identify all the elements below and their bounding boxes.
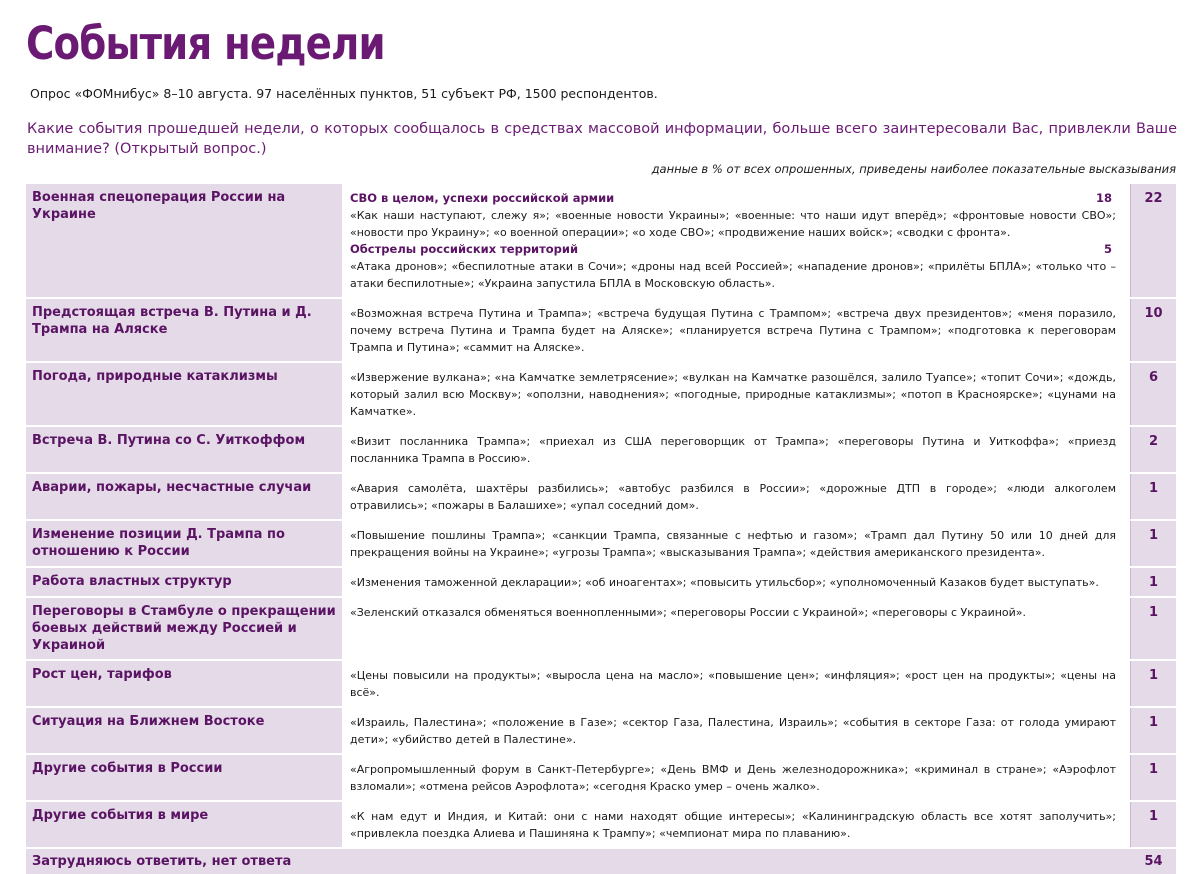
value-cell: 1 (1131, 661, 1176, 706)
topic-cell: Изменение позиции Д. Трампа по отношению к России (26, 521, 342, 566)
topic-cell: Аварии, пожары, несчастные случаи (26, 474, 342, 519)
quotes-cell (342, 184, 1131, 297)
data-note: данные в % от всех опрошенных, приведены наиболее показательные высказывания (651, 162, 1176, 176)
value-cell: 1 (1131, 708, 1176, 753)
survey-question: Какие события прошедшей недели, о которых сообщалось в средствах массовой информации, больше всего заинтересовали Вас, привлекли Ваше внимание? (Открытый вопрос.) (27, 121, 1177, 157)
value-cell: 1 (1131, 474, 1176, 519)
value-cell: 1 (1131, 521, 1176, 566)
quotes-cell: «Извержение вулкана»; «на Камчатке землетрясение»; «вулкан на Камчатке разошёлся, залило Туапсе»; «топит Сочи»; «дождь, который залил всю Москву»; «оползни, наводнения»; «погодные, природные катаклизмы»; «потоп в Красноярске»; «цунами на Камчатке». (342, 363, 1131, 425)
table-row (26, 427, 1176, 474)
subtopic-quotes: «Как наши наступают, слежу я»; «военные новости Украины»; «военные: что наши идут вперёд»; «фронтовые новости СВО»; «новости про Украину»; «о военной операции»; «о ходе СВО»; «продвижение наших войск»; «сводки с фронта». (350, 209, 1116, 239)
page-title: События недели (26, 17, 385, 70)
results-table (26, 184, 1176, 874)
table-row (26, 598, 1176, 661)
table-row (26, 755, 1176, 802)
subtopic-value: 5 (1103, 242, 1112, 256)
value-cell: 1 (1131, 568, 1176, 596)
table-row (26, 521, 1176, 568)
quotes-cell: «Повышение пошлины Трампа»; «санкции Трампа, связанные с нефтью и газом»; «Трамп дал Путину 50 или 10 дней для прекращения войны на Украине»; «угрозы Трампа»; «высказывания Трампа»; «действия американского президента». (342, 521, 1131, 566)
quotes-cell: «Изменения таможенной декларации»; «об иноагентах»; «повысить утильсбор»; «уполномоченный Казаков будет выступать». (342, 568, 1131, 596)
quotes-cell: «Авария самолёта, шахтёры разбились»; «автобус разбился в России»; «дорожные ДТП в городе»; «люди алкоголем отравились»; «пожары в Балашихе»; «упал соседний дом». (342, 474, 1131, 519)
quotes-cell: «Визит посланника Трампа»; «приехал из США переговорщик от Трампа»; «переговоры Путина и Уиткоффа»; «приезд посланника Трампа в Россию». (342, 427, 1131, 472)
subtopic-line (350, 241, 1116, 258)
table-row (26, 708, 1176, 755)
quotes-cell: «К нам едут и Индия, и Китай: они с нами находят общие интересы»; «Калининградскую область все хотят заполучить»; «привлекла поездка Алиева и Пашиняна к Трампу»; «чемпионат мира по плаванию». (342, 802, 1131, 847)
topic-cell: Другие события в России (26, 755, 342, 800)
quotes-cell: «Зеленский отказался обменяться военнопленными»; «переговоры России с Украиной»; «переговоры с Украиной». (342, 598, 1131, 659)
subtopic-label: Обстрелы российских территорий (350, 242, 579, 256)
subtopic-value: 18 (1095, 191, 1112, 205)
table-row (26, 661, 1176, 708)
value-cell: 1 (1131, 802, 1176, 847)
quotes-cell: «Агропромышленный форум в Санкт-Петербурге»; «День ВМФ и День железнодорожника»; «криминал в стране»; «Аэрофлот взломали»; «отмена рейсов Аэрофлота»; «сегодня Краско умер – очень жалко». (342, 755, 1131, 800)
table-row (26, 568, 1176, 598)
topic-cell: Встреча В. Путина со С. Уиткоффом (26, 427, 342, 472)
value-cell: 1 (1131, 598, 1176, 659)
table-row (26, 802, 1176, 849)
topic-cell: Предстоящая встреча В. Путина и Д. Трампа на Аляске (26, 299, 342, 361)
value-cell: 22 (1131, 184, 1176, 297)
topic-cell: Другие события в мире (26, 802, 342, 847)
value-cell: 1 (1131, 755, 1176, 800)
table-row (26, 184, 1176, 299)
value-cell: 2 (1131, 427, 1176, 472)
final-label: Затрудняюсь ответить, нет ответа (32, 854, 292, 869)
survey-info: Опрос «ФОМнибус» 8–10 августа. 97 населённых пунктов, 51 субъект РФ, 1500 респондентов. (30, 86, 658, 101)
table-row (26, 474, 1176, 521)
final-row (26, 849, 1176, 874)
quotes-cell: «Израиль, Палестина»; «положение в Газе»; «сектор Газа, Палестина, Израиль»; «события в секторе Газа: от голода умирают дети»; «убийство детей в Палестине». (342, 708, 1131, 753)
table-row (26, 299, 1176, 363)
final-value: 54 (1144, 854, 1163, 869)
topic-cell: Рост цен, тарифов (26, 661, 342, 706)
value-cell: 10 (1131, 299, 1176, 361)
quotes-cell: «Возможная встреча Путина и Трампа»; «встреча будущая Путина с Трампом»; «встреча двух президентов»; «меня поразило, почему встреча Путина и Трампа будет на Аляске»; «планируется встреча Путина с Трампом»; «подготовка к переговорам Трампа и Путина»; «саммит на Аляске». (342, 299, 1131, 361)
quotes-cell: «Цены повысили на продукты»; «выросла цена на масло»; «повышение цен»; «инфляция»; «рост цен на продукты»; «цены на всё». (342, 661, 1131, 706)
value-cell: 6 (1131, 363, 1176, 425)
topic-cell: Погода, природные катаклизмы (26, 363, 342, 425)
topic-cell: Переговоры в Стамбуле о прекращении боевых действий между Россией и Украиной (26, 598, 342, 659)
topic-cell: Военная спецоперация России на Украине (26, 184, 342, 297)
topic-cell: Работа властных структур (26, 568, 342, 596)
subtopic-line (350, 190, 1116, 207)
subtopic-quotes: «Атака дронов»; «беспилотные атаки в Сочи»; «дроны над всей Россией»; «нападение дронов»; «прилёты БПЛА»; «только что – атаки беспилотные»; «Украина запустила БПЛА в Московскую область». (350, 260, 1116, 290)
table-row (26, 363, 1176, 427)
subtopic-label: СВО в целом, успехи российской армии (350, 191, 615, 205)
topic-cell: Ситуация на Ближнем Востоке (26, 708, 342, 753)
